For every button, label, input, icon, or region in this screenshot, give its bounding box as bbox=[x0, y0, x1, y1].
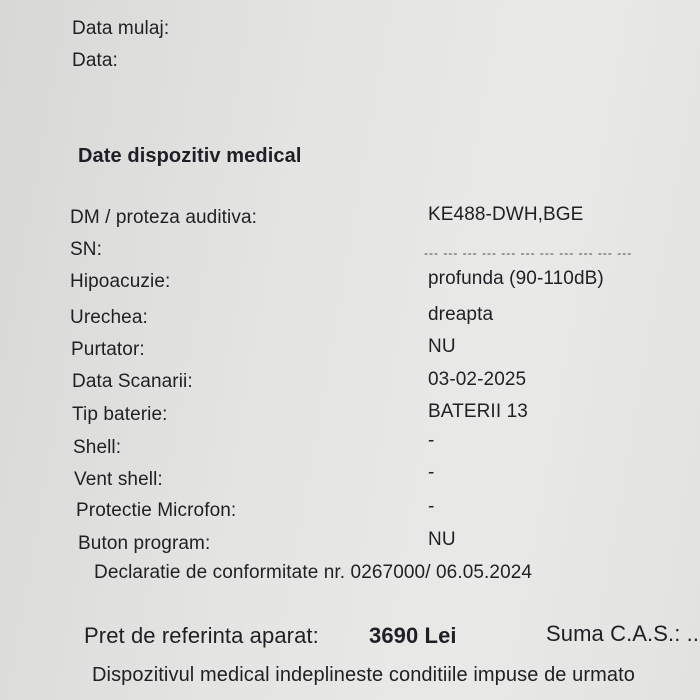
field-label-shell: Shell: bbox=[73, 437, 122, 458]
date-mulaj-label: Data mulaj: bbox=[72, 18, 170, 39]
field-value-data-scanarii: 03-02-2025 bbox=[428, 369, 527, 390]
cas-label: Suma C.A.S.: .. bbox=[546, 621, 700, 646]
price-label: Pret de referinta aparat: bbox=[84, 623, 319, 648]
field-label-data-scanarii: Data Scanarii: bbox=[72, 371, 193, 392]
declaration-text: Declaratie de conformitate nr. 0267000/ 06.05.2024 bbox=[94, 562, 533, 583]
field-label-tip-baterie: Tip baterie: bbox=[72, 404, 168, 425]
field-label-dm: DM / proteza auditiva: bbox=[70, 207, 258, 228]
field-label-sn: SN: bbox=[70, 239, 102, 260]
field-label-urechea: Urechea: bbox=[70, 307, 148, 328]
field-value-protectie-microfon: - bbox=[428, 496, 435, 517]
field-value-urechea: dreapta bbox=[428, 304, 494, 325]
price-amount: 3690 Lei bbox=[369, 623, 457, 648]
field-value-tip-baterie: BATERII 13 bbox=[428, 401, 528, 422]
field-label-hipoacuzie: Hipoacuzie: bbox=[70, 271, 171, 292]
footer-line: Dispozitivul medical indeplineste conditiile impuse de urmato bbox=[92, 664, 636, 686]
field-label-protectie-microfon: Protectie Microfon: bbox=[76, 500, 237, 521]
data-label: Data: bbox=[72, 50, 118, 71]
field-value-shell: - bbox=[428, 430, 435, 451]
field-value-dm: KE488-DWH,BGE bbox=[428, 204, 584, 225]
field-label-vent-shell: Vent shell: bbox=[74, 469, 163, 490]
field-label-purtator: Purtator: bbox=[71, 339, 145, 360]
field-value-hipoacuzie: profunda (90-110dB) bbox=[428, 268, 604, 289]
section-title: Date dispozitiv medical bbox=[78, 145, 302, 167]
field-value-vent-shell: - bbox=[428, 462, 435, 483]
cropped-top-line bbox=[60, 0, 560, 6]
field-label-buton-program: Buton program: bbox=[78, 533, 211, 554]
sn-dotted-blank: --- --- --- --- --- --- --- --- --- --- --- bbox=[424, 246, 633, 260]
field-value-buton-program: NU bbox=[428, 529, 456, 550]
field-value-purtator: NU bbox=[428, 336, 456, 357]
